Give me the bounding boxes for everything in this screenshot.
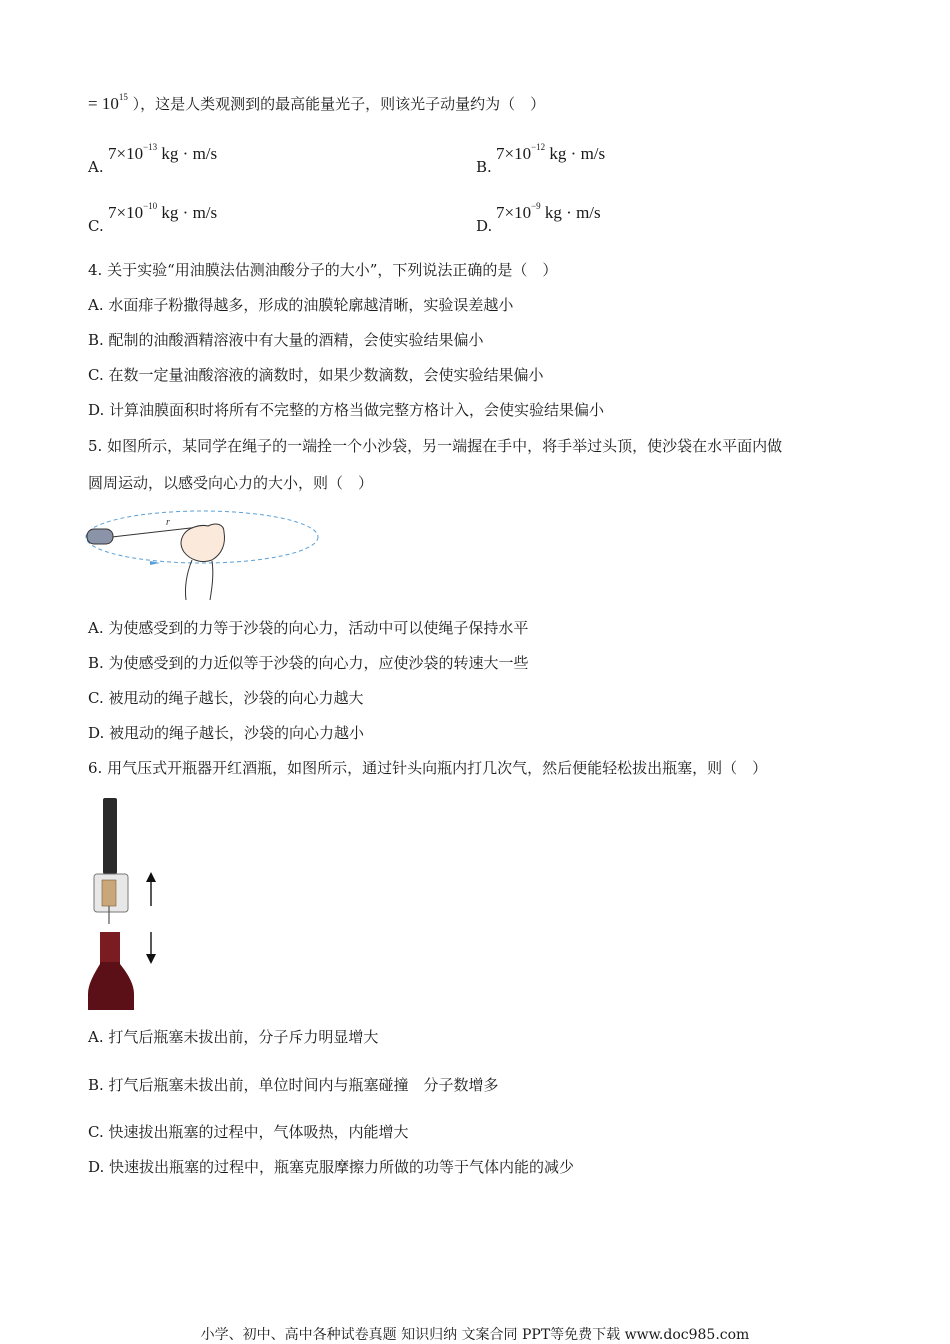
q4-option-a: A. 水面痱子粉撒得越多，形成的油膜轮廓越清晰，实验误差越小 xyxy=(88,296,514,314)
q4-option-c: C. 在数一定量油酸溶液的滴数时，如果少数滴数，会使实验结果偏小 xyxy=(88,366,544,384)
wine-opener-figure xyxy=(84,794,174,1014)
q3-continuation xyxy=(88,86,545,115)
opener-handle xyxy=(103,798,117,874)
arrow-up-icon xyxy=(146,872,156,882)
q4-option-d: D. 计算油膜面积时将所有不完整的方格当做完整方格计入，会使实验结果偏小 xyxy=(88,401,605,419)
q6-option-a: A. 打气后瓶塞未拔出前，分子斥力明显增大 xyxy=(88,1028,379,1046)
q5-stem-line2: 圆周运动，以感受向心力的大小，则（ ） xyxy=(88,474,374,492)
q5-option-a: A. 为使感受到的力等于沙袋的向心力，活动中可以使绳子保持水平 xyxy=(88,619,529,637)
eq-value: = $10^{15}$ xyxy=(88,92,128,113)
cork xyxy=(102,880,116,906)
bottle-foil xyxy=(100,932,120,962)
hand-icon xyxy=(181,524,225,562)
q6-option-d: D. 快速拔出瓶塞的过程中，瓶塞克服摩擦力所做的功等于气体内能的减少 xyxy=(88,1158,575,1176)
q4-option-b: B. 配制的油酸酒精溶液中有大量的酒精，会使实验结果偏小 xyxy=(88,331,484,349)
q3-text: ），这是人类观测到的最高能量光子，则该光子动量约为（ ） xyxy=(132,95,546,113)
q5-option-b: B. 为使感受到的力近似等于沙袋的向心力，应使沙袋的转速大一些 xyxy=(88,654,529,672)
radius-label: r xyxy=(166,517,170,528)
q4-stem: 4. 关于实验“用油膜法估测油酸分子的大小”，下列说法正确的是（ ） xyxy=(88,261,558,279)
q6-stem: 6. 用气压式开瓶器开红酒瓶，如图所示，通过针头向瓶内打几次气，然后便能轻松拔出瓶塞，则（ ） xyxy=(88,759,768,777)
q6-option-b: B. 打气后瓶塞未拔出前，单位时间内与瓶塞碰撞 分子数增多 xyxy=(88,1076,499,1094)
page-footer: 小学、初中、高中各种试卷真题 知识归纳 文案合同 PPT等免费下载 www.doc985.com xyxy=(200,1327,750,1343)
arrow-down-icon xyxy=(146,954,156,964)
q5-option-c: C. 被甩动的绳子越长，沙袋的向心力越大 xyxy=(88,689,364,707)
sandbag xyxy=(87,529,113,544)
path-arrow xyxy=(150,561,160,565)
q6-option-c: C. 快速拔出瓶塞的过程中，气体吸热，内能增大 xyxy=(88,1123,409,1141)
q5-stem-line1: 5. 如图所示，某同学在绳子的一端拴一个小沙袋，另一端握在手中，将手举过头顶，使沙袋在水平面内做 xyxy=(88,437,783,455)
arm-edge xyxy=(210,561,213,600)
sandbag-circular-motion-figure xyxy=(84,504,324,604)
q5-option-d: D. 被甩动的绳子越长，沙袋的向心力越小 xyxy=(88,724,365,742)
arm xyxy=(185,560,192,600)
